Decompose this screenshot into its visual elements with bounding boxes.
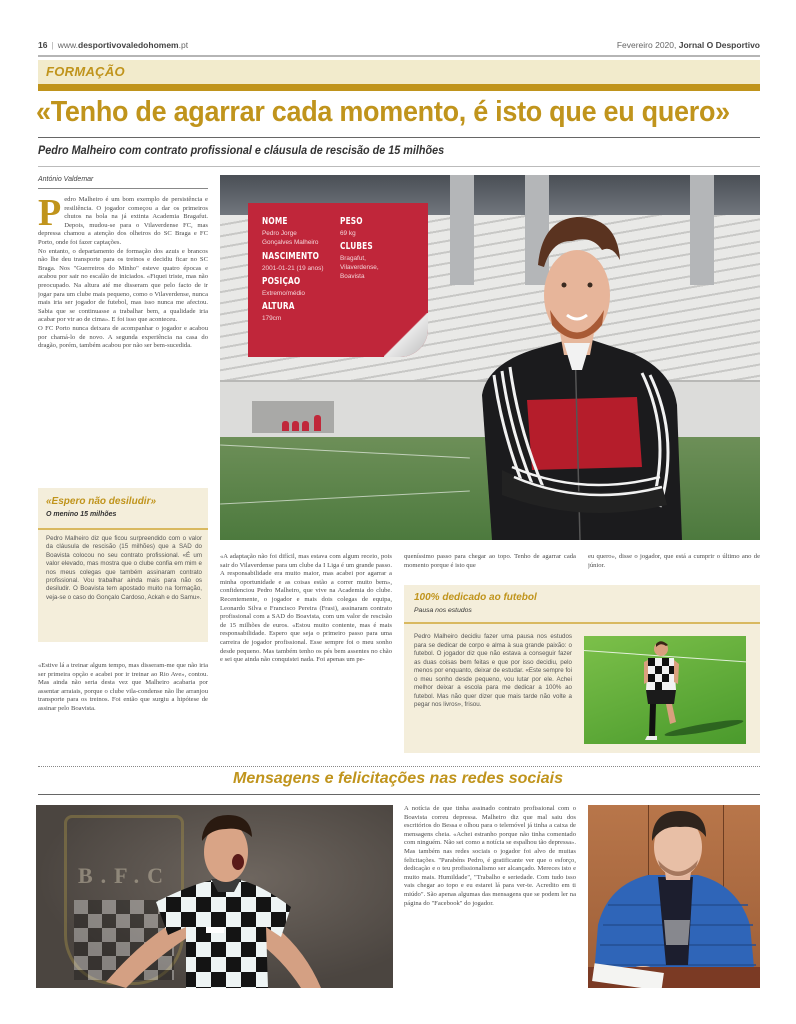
info-label-nome: NOME: [262, 216, 288, 227]
sidebar-box-dedicado: [404, 585, 760, 753]
stadium-pillar: [450, 175, 474, 285]
box-title: «Espero não desiludir»: [46, 496, 157, 507]
headline: «Tenho de agarrar cada momento, é isto que eu quero»: [36, 96, 730, 128]
dugout: [252, 401, 334, 433]
section-bar: [38, 84, 760, 91]
byline: António Valdemar: [38, 176, 94, 183]
box-text: Pedro Malheiro decidiu fazer uma pausa nos estudos para se dedicar de corpo e alma à sua grande paixão: o futebol. O jogador diz que não estava a conseguir fazer as duas coisas bem feitas e que por isso decidiu, pelo menos por enquanto, deixar de estudar. «Este sempre foi o meu sonho desde pequeno, vou lutar por ele. Achei melhor deixar a escola para me dedicar a 100% ao futebol. Mas não quer dizer que mais tarde não volte a pegar nos livros», frisou.: [414, 633, 572, 708]
article-column-2: «A adaptação não foi difícil, mas estava com algum receio, pois sair do Vilaverdense para um clube da I Liga é um grande passo. A responsabilidade era muito maior, mas acabei por agarrar a minha oportunidade e as coisas estão a correr muito bem», confidenciou Pedro Malheiro, que vive na Academia do clube. Recentemente, o jogador e mais dois colegas de equipa, Leonardo Silva e Francisco Pereira (Frasi), assinaram contrato profissional com a SAD do Boavista, com um valor de rescisão de 15 milhões de euros. «Estou muito contente, mas é mais responsabilidade. Espero que seja o primeiro passo para uma carreira de jogador profissional. Esse sempre foi o meu sonho desde pequeno. Mas também tenho os pés bem assentes no chão e sei que ainda não conquistei nada. Foi apenas um pe-: [220, 553, 392, 664]
section-divider-dotted: [38, 766, 760, 767]
info-label-nascimento: NASCIMENTO: [262, 251, 320, 262]
subheadline-rule: [38, 166, 760, 167]
signing-player-figure: [588, 805, 760, 988]
article-column-1-continued: [38, 662, 208, 754]
celebrating-player-figure: [106, 807, 336, 988]
player-running-photo: [584, 636, 746, 744]
section2-text: A notícia de que tinha assinado contrato profissional com o Boavista correu depressa. Malheiro diz que mal saiu dos escritórios do Bessa e olhou para o telemóvel já tinha a caixa de mensagens cheia. «Achei estranho porque não tinha comentado com ninguém. Não sei como a notícia se espalhou tão depressa». Mas também nas redes sociais o jogador foi alvo de muitas felicitações. "Parabéns Pedro, é gratificante ver que o esforço, dedicação e o teu profissionalismo ser alcançado. Mereces isto e muito mais. Humildade", "Trabalho e seriedade. Com tudo isso vais chegar ao topo e eu estarei lá para ver-te. Acredito em ti miúdo". São apenas algumas das mensagens que se podem ler na página do "Facebook" do jogador.: [404, 805, 576, 907]
header-rule: [38, 55, 760, 57]
dropcap: P: [38, 196, 62, 234]
info-label-peso: PESO: [340, 216, 363, 227]
section-label: FORMAÇÃO: [46, 64, 125, 79]
contract-signing-photo: [588, 805, 760, 988]
info-value-nascimento: 2001-01-21 (19 anos): [262, 265, 324, 272]
info-label-altura: ALTURA: [262, 301, 295, 312]
club-crest-text: B.F.C: [78, 863, 171, 888]
info-value-clubes: Bragafut, Vilaverdense, Boavista: [340, 255, 379, 280]
player-portrait-photo: [472, 205, 682, 540]
info-value-posicao: Extremo/médio: [262, 290, 305, 297]
article-paragraph: No entanto, o departamento de formação dos azuis e brancos não lhe deu transporte para os treinos e decidiu ficar no SC Braga. Nos "Guerreiros do Minho" esteve quatro épocas e acabou por sair no escalão de iniciados. «Fiquei triste, mas não preocupado. Na altura até me disseram que pelo facto de ir jogar para um clube mais pequeno, como o Vilaverdense, nunca mais iria ser jogador de futebol, mas isso nunca me afectou. Sabia que se continuasse a trabalhar bem, a qualidade iria acabar por vir ao de cima». E foi isso que aconteceu.: [38, 247, 208, 324]
headline-rule: [38, 137, 760, 138]
section2-rule: [38, 794, 760, 795]
page-number: 16: [38, 40, 48, 50]
info-value-peso: 69 kg: [340, 230, 356, 237]
byline-rule: [38, 188, 208, 189]
info-value-nome: Pedro Jorge Gonçalves Malheiro: [262, 230, 319, 246]
stadium-pillar: [690, 175, 714, 285]
box-divider: [404, 622, 760, 624]
article-paragraph: O FC Porto nunca deixara de acompanhar o jogador e acabou por chamá-lo de novo. A segunda experiência na casa do dragão, porém, também acabou por não ser bem-sucedida.: [38, 324, 208, 350]
box-subtitle: Pausa nos estudos: [414, 607, 472, 614]
info-label-posicao: POSIÇÃO: [262, 276, 301, 287]
page-header: 16 | www.desportivovaledohomem.pt Fevereiro 2020, Jornal O Desportivo: [38, 40, 760, 50]
issue-info: Fevereiro 2020, Jornal O Desportivo: [616, 40, 760, 50]
sidebar-box-espero: [38, 488, 208, 642]
subheadline: Pedro Malheiro com contrato profissional e cláusula de rescisão de 15 milhões: [38, 145, 445, 157]
article-paragraph: «Estive lá a treinar algum tempo, mas disseram-me que não iria ser primeira opção e acabei por ir treinar ao Rio Ave», contou. Mas ainda não seria desta vez que Malheiro acabaria por assentar arraiais, porque o clube vila-condense não lhe arranjou transporte para os treinos. Foi então que surgiu a hipótese de assinar pelo Boavista.: [38, 662, 208, 712]
page-curl-decoration: [384, 313, 428, 357]
box-divider: [38, 528, 208, 530]
info-label-clubes: CLUBES: [340, 241, 373, 252]
celebration-photo: [36, 805, 393, 988]
article-column-4: eu quero», disse o jogador, que está a cumprir o último ano de júnior.: [588, 553, 760, 569]
article-intro: edro Malheiro é um bom exemplo de persistência e resiliência. O jogador começou a dar os primeiros chutos na bola na já extinta Academia Bragafut. Depois, mudou-se para o Vilaverdense FC, mas depressa chamou a atenção dos olheiros do SC Braga e FC Porto, onde foi fazer captações.: [38, 196, 208, 246]
article-column-1: [38, 196, 208, 484]
running-player-figure: [636, 640, 686, 744]
box-subtitle: O menino 15 milhões: [46, 511, 117, 518]
section2-title: Mensagens e felicitações nas redes sociais: [233, 770, 563, 787]
info-value-altura: 179cm: [262, 315, 282, 322]
box-title: 100% dedicado ao futebol: [414, 592, 537, 603]
box-text: Pedro Malheiro diz que ficou surpreendido com o valor da cláusula de rescisão (15 milhões) que a SAD do Boavista colocou no seu contrato profissional. «É um valor elevado, mas mostra que o clube confia em mim e nos meus colegas que também assinaram contrato profissional. Vou trabalhar ainda mais para não os desiludir. O Boavista tem apostado muito na formação, veja-se o caso do Gonçalo Cardoso, Ackah e do Samu».: [46, 535, 202, 601]
article-column-3: queníssimo passo para chegar ao topo. Tenho de agarrar cada momento porque é isto que: [404, 553, 576, 569]
website-url[interactable]: www.desportivovaledohomem.pt: [57, 40, 189, 50]
player-info-card: [248, 203, 428, 357]
section-band: [38, 60, 760, 84]
